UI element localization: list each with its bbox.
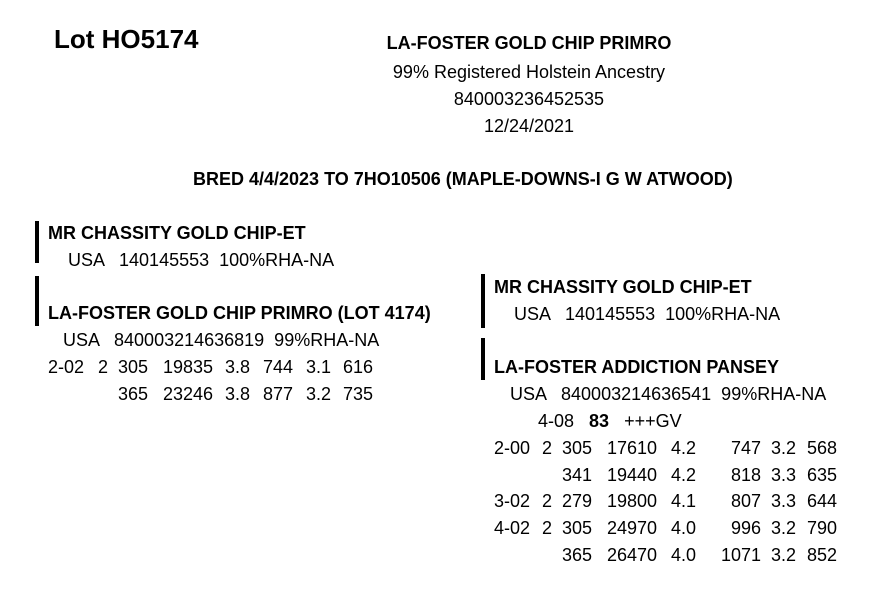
record-lactation: 2 — [98, 356, 109, 377]
table-row — [494, 435, 847, 462]
record-fat-pct: 3.8 — [225, 383, 251, 404]
breeding-info: BRED 4/4/2023 TO 7HO10506 (MAPLE-DOWNS-I G W ATWOOD) — [193, 169, 733, 189]
record-fat-pct: 4.0 — [671, 545, 697, 566]
record-fat: 1071 — [720, 545, 761, 566]
record-age: 3-02 — [494, 491, 531, 512]
record-fat: 877 — [263, 383, 294, 404]
sire-registration: USA 140145553 100%RHA-NA — [68, 250, 335, 270]
record-milk: 17610 — [607, 437, 658, 458]
record-fat: 996 — [730, 518, 761, 539]
record-days: 365 — [562, 545, 593, 566]
record-fat-pct: 4.1 — [671, 491, 697, 512]
record-milk: 19800 — [607, 491, 658, 512]
table-row — [494, 542, 847, 569]
record-lactation: 2 — [542, 491, 553, 512]
record-protein: 616 — [343, 356, 374, 377]
record-lactation — [98, 381, 118, 408]
record-protein: 635 — [807, 464, 838, 485]
animal-id: 840003236452535 — [453, 89, 605, 109]
record-fat-pct: 3.8 — [225, 356, 251, 377]
maternal-sire-name: MR CHASSITY GOLD CHIP-ET — [494, 277, 752, 297]
record-days: 305 — [118, 356, 149, 377]
record-age: 2-00 — [494, 437, 531, 458]
dam-registration: USA 840003214636819 99%RHA-NA — [63, 330, 380, 350]
record-protein: 790 — [807, 518, 838, 539]
grand-dam-records-table — [494, 435, 847, 569]
record-days: 305 — [562, 518, 593, 539]
record-milk: 19440 — [607, 464, 658, 485]
record-age: 2-02 — [48, 356, 85, 377]
table-row — [48, 381, 383, 408]
record-lactation — [542, 542, 562, 569]
record-age — [48, 381, 98, 408]
grand-dam-name: LA-FOSTER ADDICTION PANSEY — [494, 357, 780, 377]
lot-number: Lot HO5174 — [54, 24, 199, 54]
dam-records-table — [48, 354, 383, 408]
record-protein-pct: 3.2 — [771, 518, 797, 539]
record-protein-pct: 3.2 — [306, 383, 332, 404]
record-fat-pct: 4.0 — [671, 518, 697, 539]
record-lactation — [542, 462, 562, 489]
record-days: 365 — [118, 383, 149, 404]
record-protein-pct: 3.3 — [771, 491, 797, 512]
dam-name: LA-FOSTER GOLD CHIP PRIMRO (LOT 4174) — [48, 303, 431, 323]
maternal-sire-bracket — [481, 274, 485, 328]
record-fat: 744 — [263, 356, 294, 377]
record-fat-pct: 4.2 — [671, 464, 697, 485]
record-lactation: 2 — [542, 518, 553, 539]
record-days: 341 — [562, 464, 593, 485]
grand-dam-bracket — [481, 338, 485, 380]
record-age — [494, 462, 542, 489]
record-protein-pct: 3.2 — [771, 437, 797, 458]
classification-score: 83 — [589, 411, 610, 431]
sire-bracket — [35, 221, 39, 263]
record-days: 305 — [562, 437, 593, 458]
record-milk: 26470 — [607, 545, 658, 566]
animal-name: LA-FOSTER GOLD CHIP PRIMRO — [386, 33, 672, 53]
record-milk: 23246 — [163, 383, 214, 404]
sire-name: MR CHASSITY GOLD CHIP-ET — [48, 223, 306, 243]
record-fat: 747 — [730, 437, 761, 458]
table-row — [494, 462, 847, 489]
table-row — [494, 515, 847, 542]
record-fat: 818 — [730, 464, 761, 485]
record-protein: 735 — [343, 383, 374, 404]
record-age: 4-02 — [494, 518, 531, 539]
record-fat-pct: 4.2 — [671, 437, 697, 458]
record-age — [494, 542, 542, 569]
record-protein-pct: 3.3 — [771, 464, 797, 485]
record-milk: 19835 — [163, 356, 214, 377]
birth-date: 12/24/2021 — [483, 116, 575, 136]
dam-bracket — [35, 276, 39, 326]
table-row — [48, 354, 383, 381]
record-protein: 644 — [807, 491, 838, 512]
table-row — [494, 489, 847, 516]
record-protein: 568 — [807, 437, 838, 458]
record-days: 279 — [562, 491, 593, 512]
grand-dam-registration: USA 840003214636541 99%RHA-NA — [510, 384, 827, 404]
classification — [538, 411, 682, 432]
classification-grade: +++GV — [624, 411, 682, 431]
maternal-sire-registration: USA 140145553 100%RHA-NA — [514, 304, 781, 324]
record-milk: 24970 — [607, 518, 658, 539]
ancestry-line: 99% Registered Holstein Ancestry — [392, 62, 666, 82]
record-fat: 807 — [730, 491, 761, 512]
record-protein-pct: 3.1 — [306, 356, 332, 377]
classification-age: 4-08 — [538, 411, 575, 431]
record-protein: 852 — [807, 545, 838, 566]
record-lactation: 2 — [542, 437, 553, 458]
record-protein-pct: 3.2 — [771, 545, 797, 566]
